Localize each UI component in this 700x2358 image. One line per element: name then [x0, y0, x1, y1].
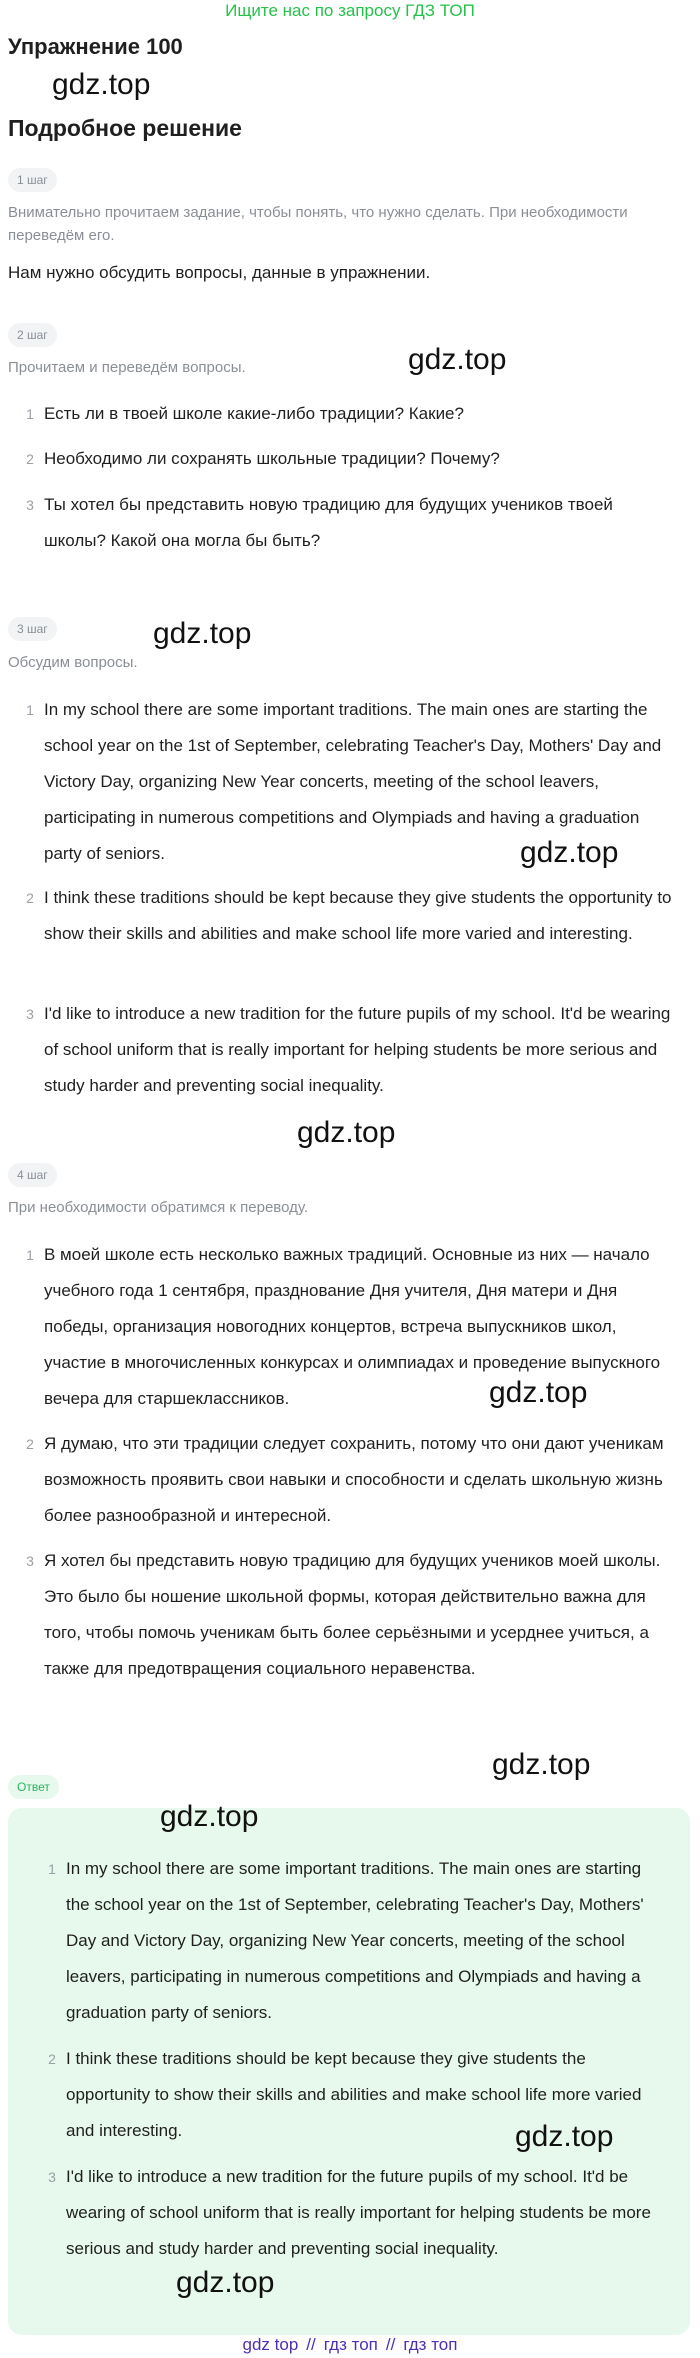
watermark: gdz.top — [160, 1800, 259, 1833]
item-text: Ты хотел бы представить новую традицию для будущих учеников твоей школы? Какой она могла бы быть? — [44, 495, 613, 550]
item-number: 3 — [26, 1006, 34, 1022]
solution-title: Подробное решение — [8, 115, 242, 141]
watermark: gdz.top — [176, 2266, 275, 2299]
step-2-note: Прочитаем и переведём вопросы. — [8, 359, 246, 376]
footer-link-gdz-top-ru-2[interactable]: гдз топ — [403, 2335, 458, 2354]
watermark: gdz.top — [153, 617, 252, 650]
step-2-label: 2 шаг — [8, 323, 57, 347]
item-text: In my school there are some important traditions. The main ones are starting the school year on the 1st of September, celebrating Teacher's Day, Mothers' Day and Victory Day, organizing New Year concerts, meeting of the school leavers, participating in numerous competitions and Olympiads and having a graduation party of seniors. — [44, 700, 662, 863]
watermark: gdz.top — [492, 1748, 591, 1781]
footer-separator: // — [306, 2335, 316, 2354]
item-number: 3 — [48, 2169, 56, 2185]
item-number: 1 — [26, 702, 34, 718]
item-number: 2 — [26, 451, 34, 467]
answer-box — [8, 1808, 690, 2335]
watermark: gdz.top — [52, 68, 151, 101]
item-number: 1 — [26, 1247, 34, 1263]
item-text: I think these traditions should be kept because they give students the opportunity to show their skills and abilities and make school life more varied and interesting. — [44, 888, 672, 943]
step-3-note: Обсудим вопросы. — [8, 654, 138, 671]
item-number: 3 — [26, 497, 34, 513]
top-banner: Ищите нас по запросу ГДЗ ТОП — [225, 1, 475, 20]
step-4-note: При необходимости обратимся к переводу. — [8, 1199, 309, 1216]
step-1-note: Внимательно прочитаем задание, чтобы понять, что нужно сделать. При необходимости переведём его. — [8, 204, 628, 244]
step-1-text: Нам нужно обсудить вопросы, данные в упражнении. — [8, 263, 431, 282]
answer-label: Ответ — [8, 1775, 59, 1799]
watermark: gdz.top — [520, 836, 619, 869]
item-number: 1 — [26, 406, 34, 422]
item-number: 3 — [26, 1553, 34, 1569]
footer-link-gdz-top-ru[interactable]: гдз топ — [323, 2335, 378, 2354]
item-number: 2 — [26, 1436, 34, 1452]
item-number: 1 — [48, 1861, 56, 1877]
footer-links — [0, 2333, 700, 2357]
step-3-label: 3 шаг — [8, 617, 57, 641]
watermark: gdz.top — [515, 2120, 614, 2153]
item-text: In my school there are some important traditions. The main ones are starting the school year on the 1st of September, celebrating Teacher's Day, Mothers' Day and Victory Day, organizing New Year concerts, meeting of the school leavers, participating in numerous competitions and Olympiads and having a graduation party of seniors. — [66, 1859, 644, 2022]
item-text: Я думаю, что эти традиции следует сохранить, потому что они дают ученикам возможность проявить свои навыки и способности и сделать школьную жизнь более разнообразной и интересной. — [44, 1434, 664, 1525]
item-text: Необходимо ли сохранять школьные традиции? Почему? — [44, 449, 500, 468]
item-number: 2 — [26, 890, 34, 906]
watermark: gdz.top — [489, 1376, 588, 1409]
watermark: gdz.top — [297, 1116, 396, 1149]
step-4-label: 4 шаг — [8, 1163, 57, 1187]
item-text: I think these traditions should be kept because they give students the opportunity to show their skills and abilities and make school life more varied and interesting. — [66, 2049, 642, 2140]
footer-link-gdz-top[interactable]: gdz top — [242, 2335, 299, 2354]
item-text: I'd like to introduce a new tradition for the future pupils of my school. It'd be wearing of school uniform that is really important for helping students be more serious and study harder and preventing social inequality. — [44, 1004, 671, 1095]
step-1-label: 1 шаг — [8, 168, 57, 192]
item-number: 2 — [48, 2051, 56, 2067]
item-text: Я хотел бы представить новую традицию для будущих учеников моей школы. Это было бы ношение школьной формы, которая действительно важна для того, чтобы помочь ученикам быть более серьёзными и усерднее учиться, а также для предотвращения социального неравенства. — [44, 1551, 661, 1678]
footer-separator: // — [385, 2335, 396, 2354]
item-text: Есть ли в твоей школе какие-либо традиции? Какие? — [44, 404, 464, 423]
item-text: В моей школе есть несколько важных традиций. Основные из них — начало учебного года 1 сентября, празднование Дня учителя, Дня матери и Дня победы, организация новогодних концертов, встреча выпускников школ, участие в многочисленных конкурсах и олимпиадах и проведение выпускного вечера для старшеклассников. — [44, 1245, 661, 1408]
exercise-title: Упражнение 100 — [8, 34, 183, 59]
item-text: I'd like to introduce a new tradition for the future pupils of my school. It'd be wearing of school uniform that is really important for helping students be more serious and study harder and preventing social inequality. — [66, 2167, 651, 2258]
watermark: gdz.top — [408, 343, 507, 376]
